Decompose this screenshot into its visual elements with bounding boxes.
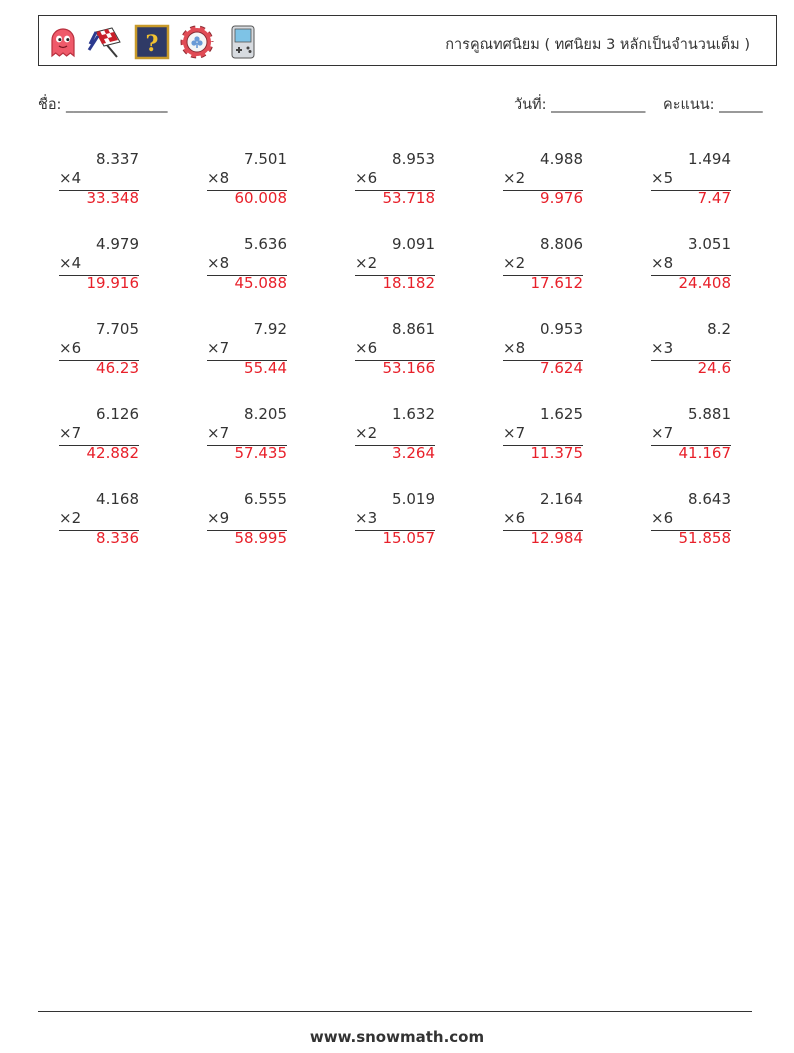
footer-site: www.snowmath.com xyxy=(309,1028,485,1046)
multiplier: ×7 xyxy=(503,424,526,442)
answer: 53.166 xyxy=(382,359,435,377)
problem-item xyxy=(503,490,583,552)
multiplicand: 8.953 xyxy=(392,150,435,168)
answer: 8.336 xyxy=(96,529,139,547)
multiplicand: 6.126 xyxy=(96,405,139,423)
multiplier: ×3 xyxy=(651,339,674,357)
answer: 7.624 xyxy=(540,359,583,377)
multiplicand: 8.806 xyxy=(540,235,583,253)
problem-item xyxy=(355,490,435,552)
multiplicand: 8.205 xyxy=(244,405,287,423)
problem-item xyxy=(503,405,583,467)
answer: 9.976 xyxy=(540,189,583,207)
problem-item xyxy=(207,405,287,467)
answer: 55.44 xyxy=(244,359,287,377)
multiplicand: 4.988 xyxy=(540,150,583,168)
problem-item xyxy=(207,490,287,552)
multiplicand: 8.337 xyxy=(96,150,139,168)
multiplier: ×7 xyxy=(207,424,230,442)
answer: 51.858 xyxy=(678,529,731,547)
answer: 19.916 xyxy=(86,274,139,292)
multiplier: ×3 xyxy=(355,509,378,527)
footer-divider xyxy=(38,1011,752,1012)
multiplier: ×6 xyxy=(59,339,82,357)
multiplicand: 5.636 xyxy=(244,235,287,253)
problem-item xyxy=(207,150,287,212)
answer: 24.408 xyxy=(678,274,731,292)
problem-item xyxy=(503,320,583,382)
multiplier: ×7 xyxy=(651,424,674,442)
multiplier: ×4 xyxy=(59,254,82,272)
multiplier: ×6 xyxy=(503,509,526,527)
multiplicand: 8.861 xyxy=(392,320,435,338)
question-block-icon xyxy=(134,24,170,60)
multiplier: ×8 xyxy=(207,169,230,187)
problem-item xyxy=(59,235,139,297)
multiplier: ×4 xyxy=(59,169,82,187)
worksheet-title: การคูณทศนิยม ( ทศนิยม 3 หลักเป็นจำนวนเต็ม ) xyxy=(445,37,750,53)
racing-flag-icon xyxy=(87,24,123,60)
multiplicand: 1.632 xyxy=(392,405,435,423)
answer: 41.167 xyxy=(678,444,731,462)
problem-item xyxy=(503,235,583,297)
ghost-icon xyxy=(45,24,81,60)
multiplicand: 8.643 xyxy=(688,490,731,508)
multiplicand: 7.92 xyxy=(253,320,287,338)
problem-item xyxy=(59,490,139,552)
answer: 11.375 xyxy=(530,444,583,462)
multiplier: ×2 xyxy=(355,254,378,272)
multiplier: ×8 xyxy=(207,254,230,272)
problem-item xyxy=(59,150,139,212)
multiplicand: 2.164 xyxy=(540,490,583,508)
multiplier: ×6 xyxy=(355,169,378,187)
multiplicand: 9.091 xyxy=(392,235,435,253)
multiplicand: 7.705 xyxy=(96,320,139,338)
problem-item xyxy=(59,320,139,382)
multiplicand: 6.555 xyxy=(244,490,287,508)
multiplicand: 4.979 xyxy=(96,235,139,253)
score-field: คะแนน: ______ xyxy=(663,97,763,113)
answer: 53.718 xyxy=(382,189,435,207)
answer: 42.882 xyxy=(86,444,139,462)
multiplier: ×7 xyxy=(59,424,82,442)
answer: 3.264 xyxy=(392,444,435,462)
problem-item xyxy=(651,235,731,297)
multiplier: ×2 xyxy=(503,254,526,272)
problem-item xyxy=(651,405,731,467)
name-field: ชื่อ: ______________ xyxy=(38,97,168,113)
worksheet-header xyxy=(38,15,777,66)
multiplier: ×6 xyxy=(651,509,674,527)
answer: 33.348 xyxy=(86,189,139,207)
multiplicand: 7.501 xyxy=(244,150,287,168)
multiplier: ×9 xyxy=(207,509,230,527)
multiplicand: 8.2 xyxy=(707,320,731,338)
multiplier: ×6 xyxy=(355,339,378,357)
answer: 58.995 xyxy=(234,529,287,547)
multiplicand: 4.168 xyxy=(96,490,139,508)
answer: 24.6 xyxy=(697,359,731,377)
problem-item xyxy=(503,150,583,212)
multiplicand: 0.953 xyxy=(540,320,583,338)
answer: 57.435 xyxy=(234,444,287,462)
multiplier: ×2 xyxy=(503,169,526,187)
problem-item xyxy=(355,150,435,212)
answer: 15.057 xyxy=(382,529,435,547)
multiplicand: 5.019 xyxy=(392,490,435,508)
multiplier: ×5 xyxy=(651,169,674,187)
problem-item xyxy=(651,320,731,382)
multiplicand: 5.881 xyxy=(688,405,731,423)
multiplier: ×7 xyxy=(207,339,230,357)
problem-item xyxy=(59,405,139,467)
problem-item xyxy=(355,320,435,382)
answer: 7.47 xyxy=(697,189,731,207)
multiplicand: 1.494 xyxy=(688,150,731,168)
multiplier: ×8 xyxy=(651,254,674,272)
answer: 18.182 xyxy=(382,274,435,292)
answer: 46.23 xyxy=(96,359,139,377)
answer: 60.008 xyxy=(234,189,287,207)
problem-item xyxy=(651,150,731,212)
multiplicand: 1.625 xyxy=(540,405,583,423)
problem-item xyxy=(207,235,287,297)
svg-text:?: ? xyxy=(145,31,159,57)
problem-item xyxy=(355,235,435,297)
problem-item xyxy=(651,490,731,552)
handheld-console-icon xyxy=(225,24,261,60)
multiplier: ×2 xyxy=(59,509,82,527)
answer: 17.612 xyxy=(530,274,583,292)
problem-item xyxy=(355,405,435,467)
problem-item xyxy=(207,320,287,382)
poker-chip-icon xyxy=(179,24,215,60)
answer: 45.088 xyxy=(234,274,287,292)
multiplier: ×8 xyxy=(503,339,526,357)
multiplier: ×2 xyxy=(355,424,378,442)
multiplicand: 3.051 xyxy=(688,235,731,253)
answer: 12.984 xyxy=(530,529,583,547)
date-field: วันที่: _____________ xyxy=(514,97,646,113)
